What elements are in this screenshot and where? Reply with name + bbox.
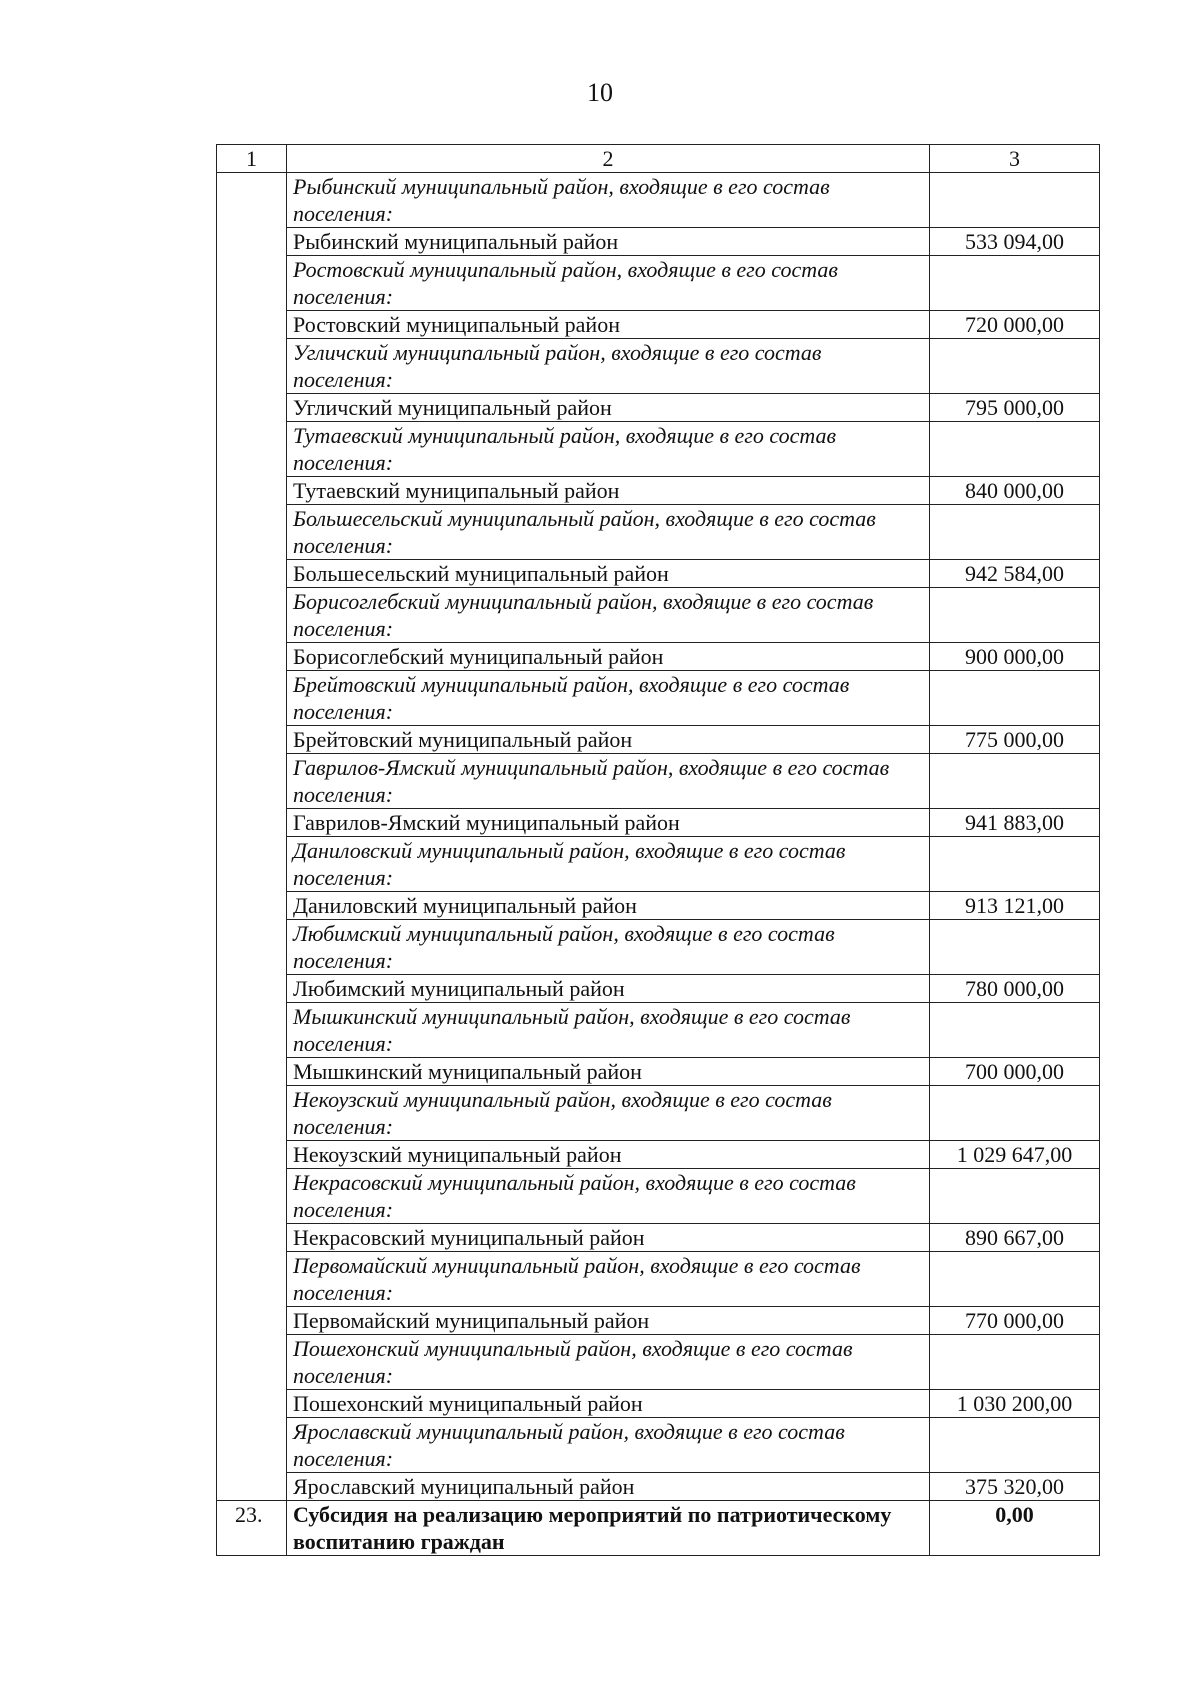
- table-row-district: [217, 1141, 1100, 1169]
- header-col-2: 2: [287, 145, 930, 173]
- table-row-group: [217, 1252, 1100, 1307]
- header-col-1: 1: [217, 145, 287, 173]
- table-row-group: [217, 1086, 1100, 1141]
- subsidy-table: [216, 144, 1100, 1556]
- amount-cell: 1 029 647,00: [930, 1141, 1100, 1169]
- amount-cell: 720 000,00: [930, 311, 1100, 339]
- amount-cell: 942 584,00: [930, 560, 1100, 588]
- empty-amount-cell: [930, 1003, 1100, 1058]
- amount-cell: 913 121,00: [930, 892, 1100, 920]
- district-name-cell: Борисоглебский муниципальный район: [287, 643, 930, 671]
- table-row-group: [217, 588, 1100, 643]
- district-name-cell: Даниловский муниципальный район: [287, 892, 930, 920]
- table-row-group: [217, 173, 1100, 228]
- district-name-cell: Любимский муниципальный район: [287, 975, 930, 1003]
- table-row-group: [217, 837, 1100, 892]
- empty-amount-cell: [930, 1169, 1100, 1224]
- table-row-district: [217, 1224, 1100, 1252]
- table-row-district: [217, 726, 1100, 754]
- district-name-cell: Пошехонский муниципальный район: [287, 1390, 930, 1418]
- district-name-cell: Первомайский муниципальный район: [287, 1307, 930, 1335]
- group-heading-cell: Угличский муниципальный район, входящие в его состав поселения:: [287, 339, 930, 394]
- page-number: 10: [587, 78, 613, 107]
- amount-cell: 780 000,00: [930, 975, 1100, 1003]
- group-heading-cell: Первомайский муниципальный район, входящие в его состав поселения:: [287, 1252, 930, 1307]
- table-row-district: [217, 892, 1100, 920]
- table-row-group: [217, 754, 1100, 809]
- group-heading-cell: Рыбинский муниципальный район, входящие в его состав поселения:: [287, 173, 930, 228]
- empty-amount-cell: [930, 671, 1100, 726]
- amount-cell: 890 667,00: [930, 1224, 1100, 1252]
- table-row-district: [217, 228, 1100, 256]
- table-row-group: [217, 339, 1100, 394]
- table-row-group: [217, 1169, 1100, 1224]
- empty-amount-cell: [930, 422, 1100, 477]
- district-name-cell: Угличский муниципальный район: [287, 394, 930, 422]
- group-heading-cell: Тутаевский муниципальный район, входящие в его состав поселения:: [287, 422, 930, 477]
- group-heading-cell: Ростовский муниципальный район, входящие в его состав поселения:: [287, 256, 930, 311]
- table-row-district: [217, 809, 1100, 837]
- empty-amount-cell: [930, 754, 1100, 809]
- group-heading-cell: Некоузский муниципальный район, входящие в его состав поселения:: [287, 1086, 930, 1141]
- district-name-cell: Ярославский муниципальный район: [287, 1473, 930, 1501]
- amount-cell: 700 000,00: [930, 1058, 1100, 1086]
- empty-amount-cell: [930, 1252, 1100, 1307]
- empty-amount-cell: [930, 1418, 1100, 1473]
- table-row-district: [217, 560, 1100, 588]
- empty-amount-cell: [930, 1335, 1100, 1390]
- table-row-subsidy: [217, 1501, 1100, 1556]
- group-heading-cell: Мышкинский муниципальный район, входящие в его состав поселения:: [287, 1003, 930, 1058]
- group-heading-cell: Брейтовский муниципальный район, входящие в его состав поселения:: [287, 671, 930, 726]
- table-row-district: [217, 1307, 1100, 1335]
- table-row-district: [217, 1058, 1100, 1086]
- empty-amount-cell: [930, 256, 1100, 311]
- group-heading-cell: Пошехонский муниципальный район, входящие в его состав поселения:: [287, 1335, 930, 1390]
- empty-amount-cell: [930, 505, 1100, 560]
- table-row-district: [217, 643, 1100, 671]
- empty-amount-cell: [930, 837, 1100, 892]
- amount-cell: 775 000,00: [930, 726, 1100, 754]
- table-row-group: [217, 920, 1100, 975]
- group-heading-cell: Любимский муниципальный район, входящие в его состав поселения:: [287, 920, 930, 975]
- district-name-cell: Некоузский муниципальный район: [287, 1141, 930, 1169]
- table-row-district: [217, 1473, 1100, 1501]
- district-name-cell: Тутаевский муниципальный район: [287, 477, 930, 505]
- amount-cell: 770 000,00: [930, 1307, 1100, 1335]
- table-row-group: [217, 671, 1100, 726]
- group-heading-cell: Ярославский муниципальный район, входящие в его состав поселения:: [287, 1418, 930, 1473]
- header-col-3: 3: [930, 145, 1100, 173]
- group-heading-cell: Некрасовский муниципальный район, входящие в его состав поселения:: [287, 1169, 930, 1224]
- table-row-group: [217, 1335, 1100, 1390]
- table-row-group: [217, 505, 1100, 560]
- empty-amount-cell: [930, 920, 1100, 975]
- district-name-cell: Брейтовский муниципальный район: [287, 726, 930, 754]
- amount-cell: 941 883,00: [930, 809, 1100, 837]
- table-row-district: [217, 1390, 1100, 1418]
- amount-cell: 1 030 200,00: [930, 1390, 1100, 1418]
- empty-amount-cell: [930, 339, 1100, 394]
- amount-cell: 900 000,00: [930, 643, 1100, 671]
- table-row-group: [217, 1003, 1100, 1058]
- empty-amount-cell: [930, 173, 1100, 228]
- district-name-cell: Мышкинский муниципальный район: [287, 1058, 930, 1086]
- district-name-cell: Большесельский муниципальный район: [287, 560, 930, 588]
- table-row-district: [217, 477, 1100, 505]
- empty-amount-cell: [930, 588, 1100, 643]
- empty-amount-cell: [930, 1086, 1100, 1141]
- group-heading-cell: Даниловский муниципальный район, входящие в его состав поселения:: [287, 837, 930, 892]
- group-heading-cell: Борисоглебский муниципальный район, входящие в его состав поселения:: [287, 588, 930, 643]
- district-name-cell: Ростовский муниципальный район: [287, 311, 930, 339]
- subsidy-amount-cell: 0,00: [930, 1501, 1100, 1556]
- table-row-group: [217, 422, 1100, 477]
- group-heading-cell: Большесельский муниципальный район, входящие в его состав поселения:: [287, 505, 930, 560]
- table-row-district: [217, 975, 1100, 1003]
- number-cell: [217, 173, 287, 1501]
- table-row-group: [217, 256, 1100, 311]
- amount-cell: 533 094,00: [930, 228, 1100, 256]
- district-name-cell: Некрасовский муниципальный район: [287, 1224, 930, 1252]
- district-name-cell: Рыбинский муниципальный район: [287, 228, 930, 256]
- table-header-row: [217, 145, 1100, 173]
- group-heading-cell: Гаврилов-Ямский муниципальный район, входящие в его состав поселения:: [287, 754, 930, 809]
- table-row-group: [217, 1418, 1100, 1473]
- table-row-district: [217, 394, 1100, 422]
- district-name-cell: Гаврилов-Ямский муниципальный район: [287, 809, 930, 837]
- amount-cell: 840 000,00: [930, 477, 1100, 505]
- amount-cell: 795 000,00: [930, 394, 1100, 422]
- amount-cell: 375 320,00: [930, 1473, 1100, 1501]
- table-row-district: [217, 311, 1100, 339]
- item-number-cell: 23.: [217, 1501, 287, 1556]
- subsidy-title-cell: Субсидия на реализацию мероприятий по патриотическому воспитанию граждан: [287, 1501, 930, 1556]
